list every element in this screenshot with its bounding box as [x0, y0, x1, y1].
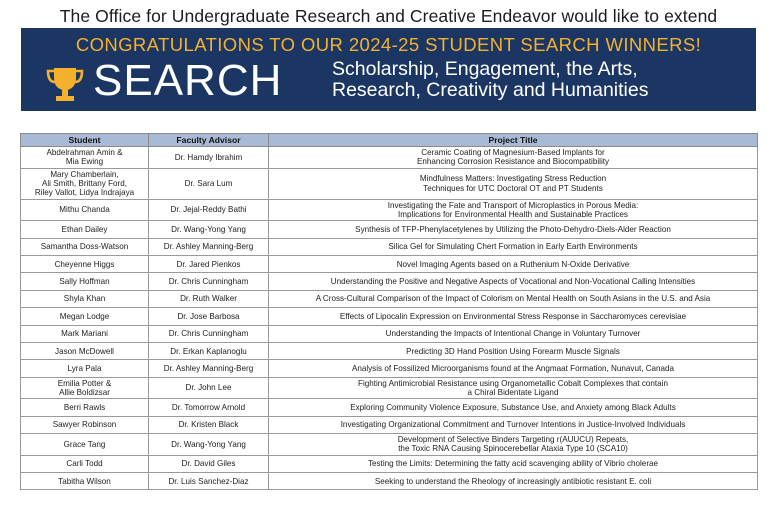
student-cell: Berri Rawls	[21, 399, 149, 416]
table-row	[21, 360, 758, 377]
trophy-icon	[45, 65, 85, 105]
table-row	[21, 416, 758, 433]
student-cell: Mark Mariani	[21, 325, 149, 342]
project-title-cell: Testing the Limits: Determining the fatty acid scavenging ability of Vibrio cholerae	[269, 455, 758, 472]
student-cell: Sally Hoffman	[21, 273, 149, 290]
table-row	[21, 399, 758, 416]
table-row	[21, 199, 758, 221]
student-cell: Carli Todd	[21, 455, 149, 472]
project-title-cell: Fighting Antimicrobial Resistance using Organometallic Cobalt Complexes that contain a Chiral Bidentate Ligand	[269, 377, 758, 399]
project-title-cell: Novel Imaging Agents based on a Ruthenium N-Oxide Derivative	[269, 255, 758, 272]
advisor-cell: Dr. Ashley Manning-Berg	[149, 238, 269, 255]
table-row	[21, 147, 758, 169]
advisor-cell: Dr. Jared Pienkos	[149, 255, 269, 272]
student-cell: Samantha Doss-Watson	[21, 238, 149, 255]
table-row	[21, 308, 758, 325]
project-title-cell: Understanding the Positive and Negative Aspects of Vocational and Non-Vocational Calling Intensities	[269, 273, 758, 290]
project-title-cell: Understanding the Impacts of Intentional Change in Voluntary Turnover	[269, 325, 758, 342]
advisor-cell: Dr. Sara Lum	[149, 168, 269, 199]
student-cell: Lyra Pala	[21, 360, 149, 377]
table-row	[21, 377, 758, 399]
project-title-cell: Development of Selective Binders Targeting r(AUUCU) Repeats, the Toxic RNA Causing Spinocerebellar Ataxia Type 10 (SCA10)	[269, 434, 758, 456]
project-title-cell: Exploring Community Violence Exposure, Substance Use, and Anxiety among Black Adults	[269, 399, 758, 416]
project-title-cell: Investigating Organizational Commitment and Turnover Intentions in Justice-Involved Individuals	[269, 416, 758, 433]
column-header-advisor: Faculty Advisor	[149, 134, 269, 147]
table-row	[21, 455, 758, 472]
table-row	[21, 168, 758, 199]
student-cell: Grace Tang	[21, 434, 149, 456]
advisor-cell: Dr. Wang-Yong Yang	[149, 434, 269, 456]
project-title-cell: A Cross-Cultural Comparison of the Impact of Colorism on Mental Health on South Asians in the U.S. and Asia	[269, 290, 758, 307]
tagline-line-1: Scholarship, Engagement, the Arts,	[332, 58, 638, 80]
student-cell: Tabitha Wilson	[21, 473, 149, 490]
student-cell: Cheyenne Higgs	[21, 255, 149, 272]
advisor-cell: Dr. Tomorrow Arnold	[149, 399, 269, 416]
congratulations-heading: CONGRATULATIONS TO OUR 2024-25 STUDENT SEARCH WINNERS!	[75, 34, 702, 55]
student-cell: Emilia Potter & Allie Boldizsar	[21, 377, 149, 399]
winners-table	[20, 133, 758, 490]
project-title-cell: Analysis of Fossilized Microorganisms found at the Angmaat Formation, Nunavut, Canada	[269, 360, 758, 377]
search-banner	[21, 28, 756, 111]
advisor-cell: Dr. Luis Sanchez-Diaz	[149, 473, 269, 490]
column-header-project: Project Title	[269, 134, 758, 147]
advisor-cell: Dr. John Lee	[149, 377, 269, 399]
student-cell: Megan Lodge	[21, 308, 149, 325]
table-row	[21, 290, 758, 307]
project-title-cell: Synthesis of TFP-Phenylacetylenes by Utilizing the Photo-Dehydro-Diels-Alder Reaction	[269, 221, 758, 238]
project-title-cell: Investigating the Fate and Transport of Microplastics in Porous Media: Implications for Environmental Health and Sustainable Practices	[269, 199, 758, 221]
student-cell: Abdelrahman Amin & Mia Ewing	[21, 147, 149, 169]
column-header-student: Student	[21, 134, 149, 147]
table-row	[21, 238, 758, 255]
student-cell: Mithu Chanda	[21, 199, 149, 221]
project-title-cell: Effects of Lipocalin Expression on Environmental Stress Response in Saccharomyces cerevisiae	[269, 308, 758, 325]
program-tagline	[332, 59, 648, 101]
table-row	[21, 473, 758, 490]
project-title-cell: Mindfulness Matters: Investigating Stress Reduction Techniques for UTC Doctoral OT and PT Students	[269, 168, 758, 199]
advisor-cell: Dr. Chris Cunningham	[149, 273, 269, 290]
advisor-cell: Dr. Jejal-Reddy Bathi	[149, 199, 269, 221]
advisor-cell: Dr. Jose Barbosa	[149, 308, 269, 325]
intro-text: The Office for Undergraduate Research and Creative Endeavor would like to extend	[59, 6, 718, 26]
project-title-cell: Silica Gel for Simulating Chert Formation in Early Earth Environments	[269, 238, 758, 255]
advisor-cell: Dr. Erkan Kaplanoglu	[149, 342, 269, 359]
advisor-cell: Dr. David Giles	[149, 455, 269, 472]
table-row	[21, 434, 758, 456]
project-title-cell: Predicting 3D Hand Position Using Forearm Muscle Signals	[269, 342, 758, 359]
table-row	[21, 342, 758, 359]
advisor-cell: Dr. Kristen Black	[149, 416, 269, 433]
advisor-cell: Dr. Chris Cunningham	[149, 325, 269, 342]
advisor-cell: Dr. Wang-Yong Yang	[149, 221, 269, 238]
student-cell: Shyla Khan	[21, 290, 149, 307]
student-cell: Ethan Dailey	[21, 221, 149, 238]
student-cell: Sawyer Robinson	[21, 416, 149, 433]
table-header-row	[21, 134, 758, 147]
advisor-cell: Dr. Ashley Manning-Berg	[149, 360, 269, 377]
table-row	[21, 221, 758, 238]
table-row	[21, 273, 758, 290]
student-cell: Jason McDowell	[21, 342, 149, 359]
table-row	[21, 255, 758, 272]
project-title-cell: Ceramic Coating of Magnesium-Based Implants for Enhancing Corrosion Resistance and Biocompatibility	[269, 147, 758, 169]
student-cell: Mary Chamberlain, Ali Smith, Brittany Ford, Riley Vallot, Lidya Indrajaya	[21, 168, 149, 199]
advisor-cell: Dr. Hamdy Ibrahim	[149, 147, 269, 169]
program-name: SEARCH	[93, 56, 283, 105]
project-title-cell: Seeking to understand the Rheology of increasingly antibiotic resistant E. coli	[269, 473, 758, 490]
table-row	[21, 325, 758, 342]
advisor-cell: Dr. Ruth Walker	[149, 290, 269, 307]
tagline-line-2: Research, Creativity and Humanities	[332, 79, 649, 101]
